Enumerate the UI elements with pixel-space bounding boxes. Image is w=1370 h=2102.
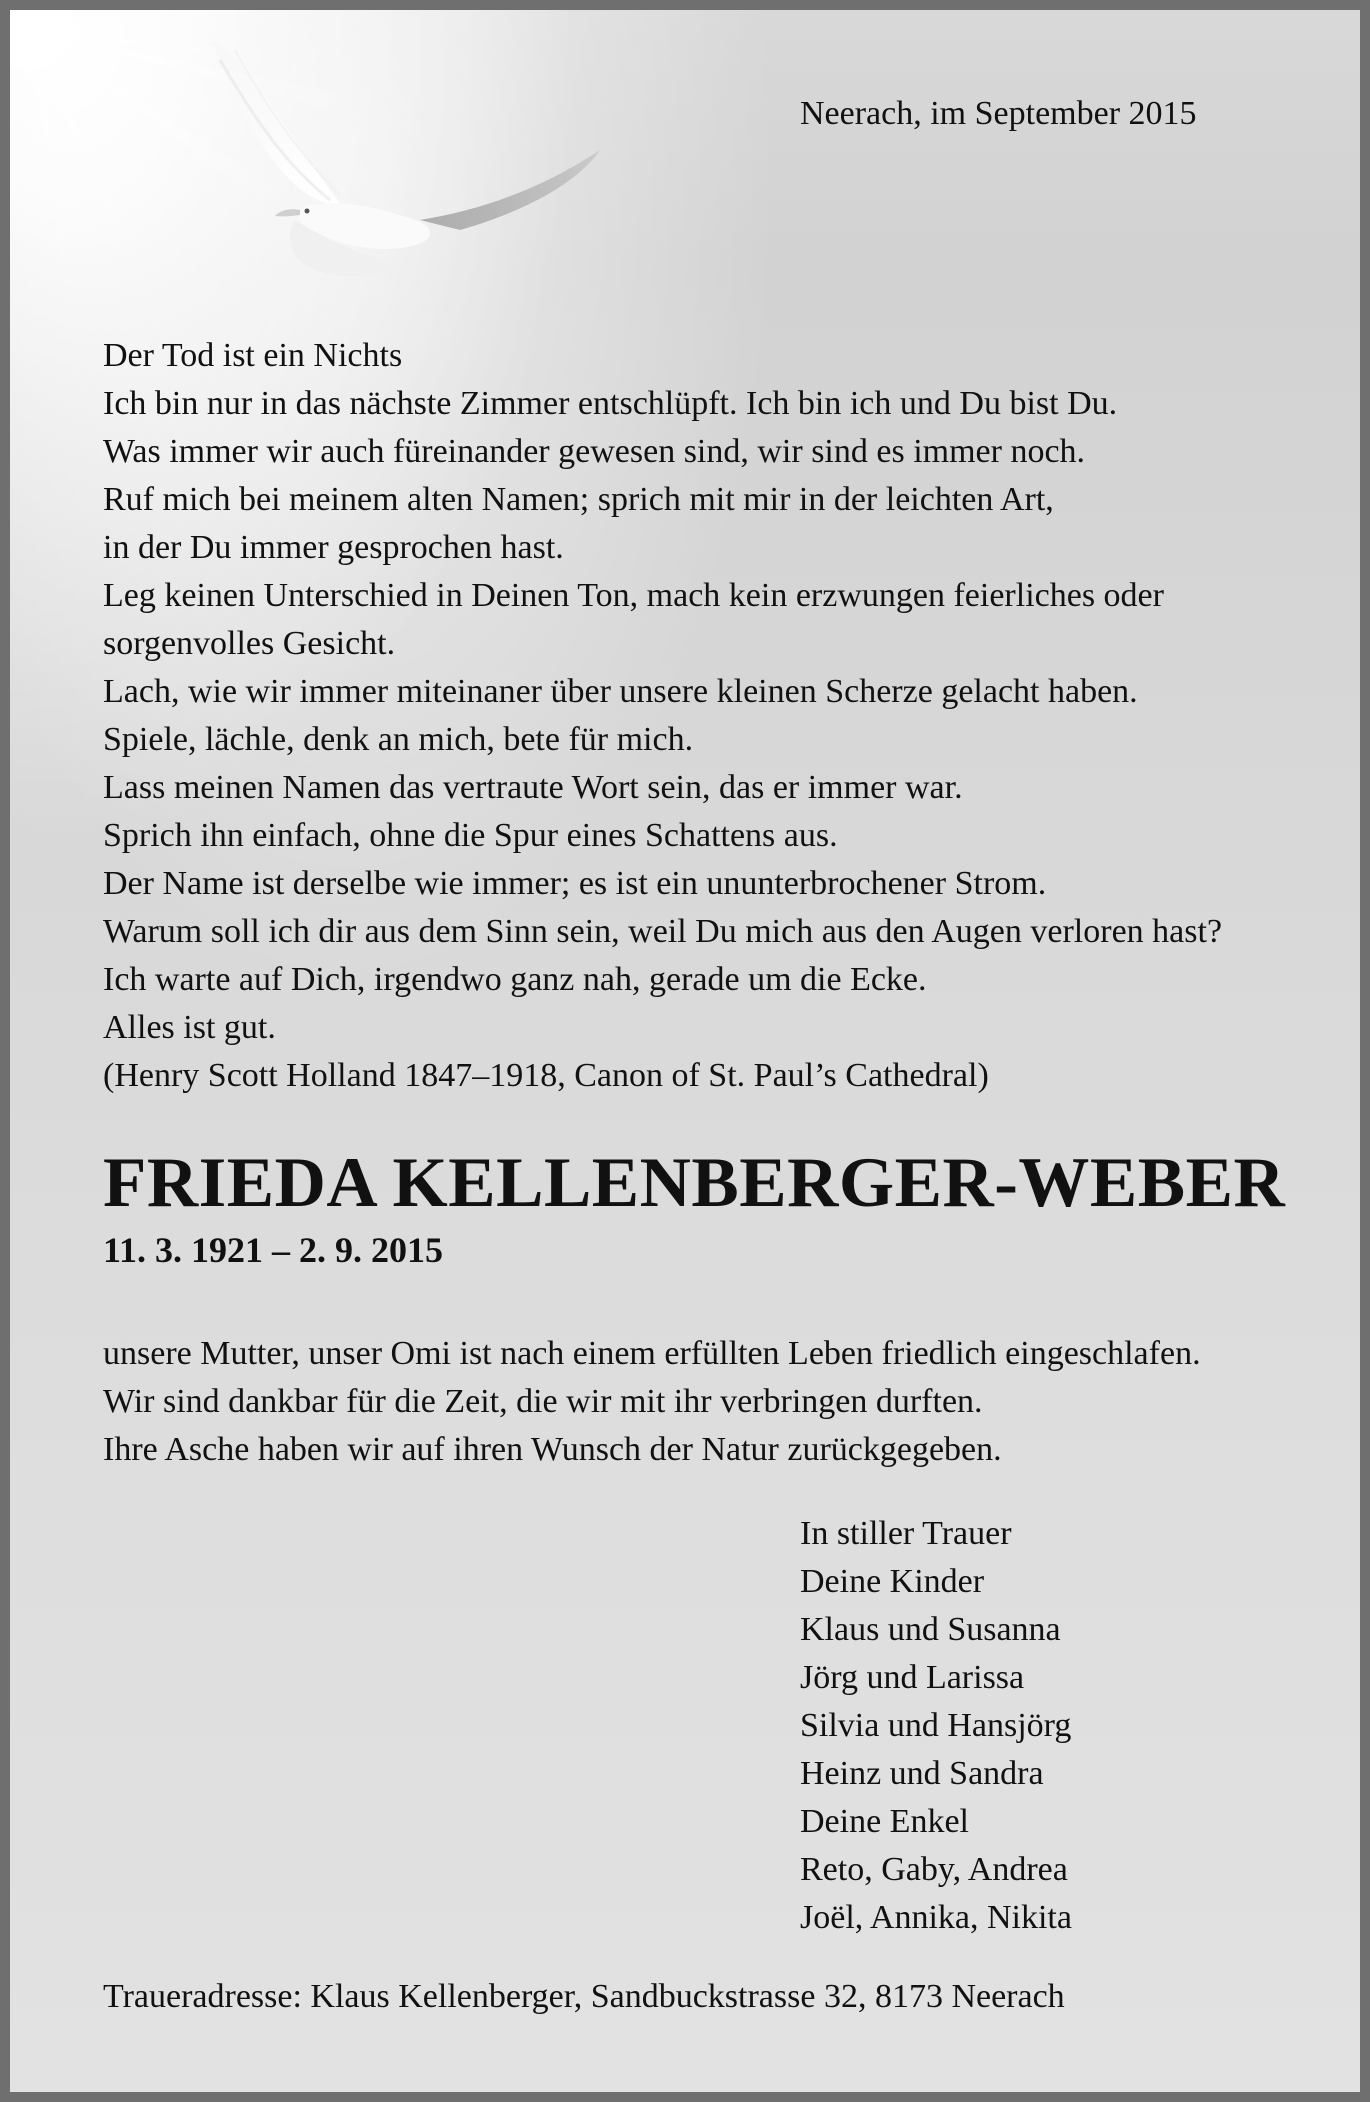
mourners-group-label: Deine Enkel — [800, 1803, 969, 1840]
message-line: Ihre Asche haben wir auf ihren Wunsch der Natur zurückgegeben. — [103, 1431, 1002, 1468]
mourners-heading: In stiller Trauer — [800, 1515, 1012, 1552]
poem-line: Ich warte auf Dich, irgendwo ganz nah, gerade um die Ecke. — [103, 961, 927, 998]
mourners-list — [800, 1510, 1072, 1942]
deceased-name: FRIEDA KELLENBERGER-WEBER — [103, 1144, 1286, 1222]
mourner-entry: Heinz und Sandra — [800, 1755, 1044, 1792]
poem-line: Lach, wie wir immer miteinaner über unsere kleinen Scherze gelacht haben. — [103, 673, 1138, 710]
poem-line: Der Name ist derselbe wie immer; es ist ein ununterbrochener Strom. — [103, 865, 1047, 902]
family-message — [103, 1330, 1201, 1474]
message-line: unsere Mutter, unser Omi ist nach einem erfüllten Leben friedlich eingeschlafen. — [103, 1335, 1201, 1372]
mourner-entry: Joël, Annika, Nikita — [800, 1899, 1072, 1936]
poem-line: in der Du immer gesprochen hast. — [103, 529, 564, 566]
poem-line: Alles ist gut. — [103, 1009, 276, 1046]
poem — [103, 332, 1323, 1100]
poem-line: Ruf mich bei meinem alten Namen; sprich mit mir in der leichten Art, — [103, 481, 1054, 518]
mourner-entry: Klaus und Susanna — [800, 1611, 1061, 1648]
poem-line: Spiele, lächle, denk an mich, bete für mich. — [103, 721, 694, 758]
poem-line: Ich bin nur in das nächste Zimmer entschlüpft. Ich bin ich und Du bist Du. — [103, 385, 1118, 422]
mourner-entry: Jörg und Larissa — [800, 1659, 1025, 1696]
poem-line: sorgenvolles Gesicht. — [103, 625, 396, 662]
poem-line: Leg keinen Unterschied in Deinen Ton, mach kein erzwungen feierliches oder — [103, 577, 1164, 614]
poem-line: Warum soll ich dir aus dem Sinn sein, weil Du mich aus den Augen verloren hast? — [103, 913, 1223, 950]
poem-attribution: (Henry Scott Holland 1847–1918, Canon of St. Paul’s Cathedral) — [103, 1057, 989, 1094]
place-date: Neerach, im September 2015 — [800, 95, 1197, 132]
mourner-entry: Silvia und Hansjörg — [800, 1707, 1072, 1744]
mourning-address: Traueradresse: Klaus Kellenberger, Sandbuckstrasse 32, 8173 Neerach — [103, 1978, 1065, 2015]
poem-line: Was immer wir auch füreinander gewesen sind, wir sind es immer noch. — [103, 433, 1086, 470]
poem-line: Lass meinen Namen das vertraute Wort sein, das er immer war. — [103, 769, 963, 806]
mourners-group-label: Deine Kinder — [800, 1563, 985, 1600]
life-dates: 11. 3. 1921 – 2. 9. 2015 — [103, 1230, 444, 1270]
message-line: Wir sind dankbar für die Zeit, die wir mit ihr verbringen durften. — [103, 1383, 983, 1420]
poem-line: Sprich ihn einfach, ohne die Spur eines Schattens aus. — [103, 817, 838, 854]
dove-icon — [180, 30, 620, 310]
mourner-entry: Reto, Gaby, Andrea — [800, 1851, 1068, 1888]
poem-line: Der Tod ist ein Nichts — [103, 337, 403, 374]
